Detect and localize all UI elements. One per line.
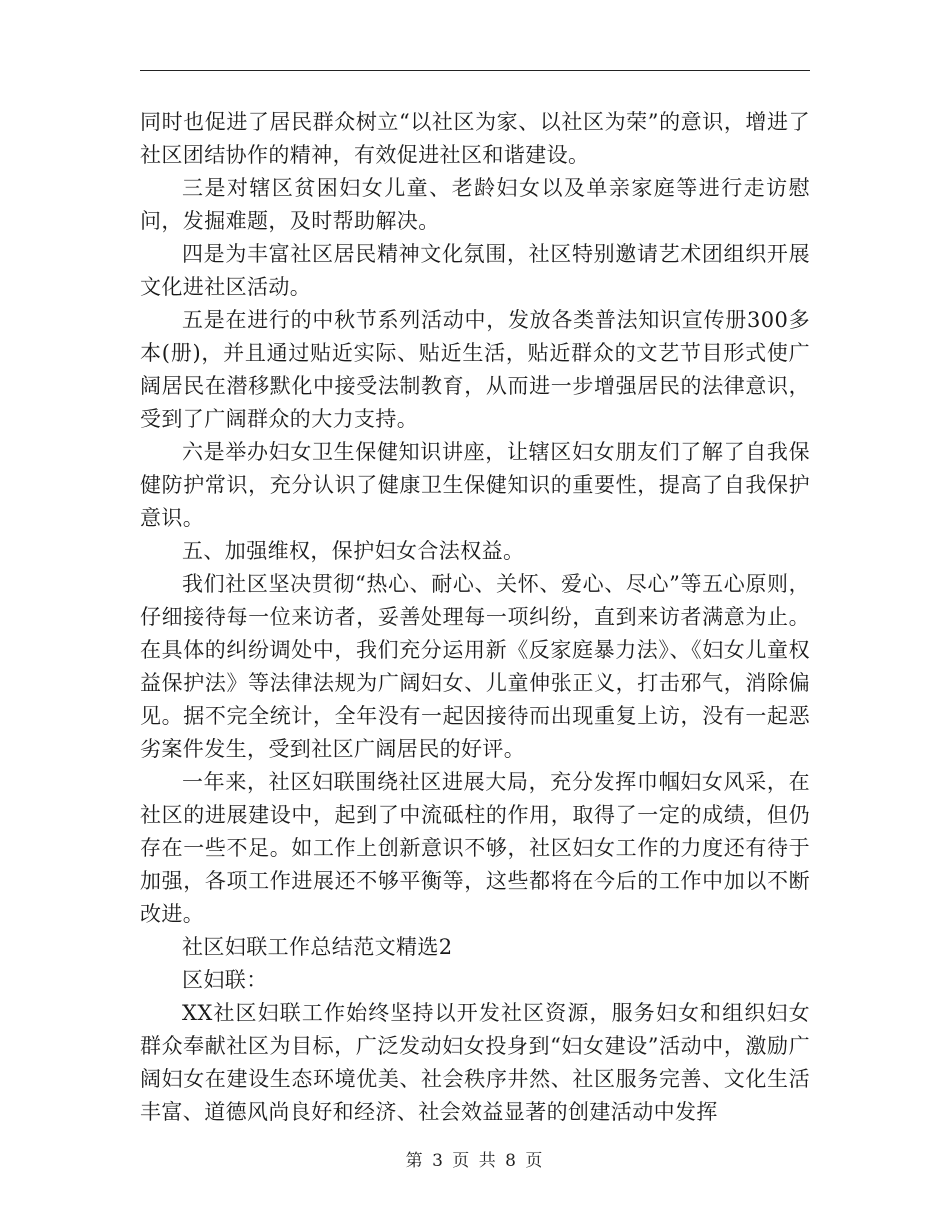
salutation: 区妇联： — [182, 968, 268, 992]
page-footer: 第 3 页 共 8 页 — [405, 1151, 545, 1171]
paragraph: 三是对辖区贫困妇女儿童、老龄妇女以及单亲家庭等进行走访慰问，发掘难题，及时帮助解决。 — [140, 176, 810, 233]
paragraph: 五是在进行的中秋节系列活动中，发放各类普法知识宣传册300多本(册)，并且通过贴近实际、贴近生活，贴近群众的文艺节目形式使广阔居民在潜移默化中接受法制教育，从而进一步增强居民的法律意识，受到了广阔群众的大力支持。 — [140, 308, 810, 431]
paragraph: 六是举办妇女卫生保健知识讲座，让辖区妇女朋友们了解了自我保健防护常识，充分认识了健康卫生保健知识的重要性，提高了自我保护意识。 — [140, 440, 810, 530]
document-subtitle: 社区妇联工作总结范文精选2 — [182, 935, 453, 959]
paragraph: 我们社区坚决贯彻“热心、耐心、关怀、爱心、尽心”等五心原则，仔细接待每一位来访者，妥善处理每一项纠纷，直到来访者满意为止。在具体的纠纷调处中，我们充分运用新《反家庭暴力法》、《妇女儿童权益保护法》等法律法规为广阔妇女、儿童伸张正义，打击邪气，消除偏见。据不完全统计，全年没有一起因接待而出现重复上访，没有一起恶劣案件发生，受到社区广阔居民的好评。 — [140, 572, 810, 761]
paragraph: XX社区妇联工作始终坚持以开发社区资源，服务妇女和组织妇女群众奉献社区为目标，广泛发动妇女投身到“妇女建设”活动中，激励广阔妇女在建设生态环境优美、社会秩序井然、社区服务完善、文化生活丰富、道德风尚良好和经济、社会效益显著的创建活动中发挥 — [140, 1001, 810, 1124]
paragraph: 同时也促进了居民群众树立“以社区为家、以社区为荣”的意识，增进了社区团结协作的精神，有效促进社区和谐建设。 — [140, 110, 810, 167]
section-heading: 五、加强维权，保护妇女合法权益。 — [182, 539, 525, 563]
paragraph: 四是为丰富社区居民精神文化氛围，社区特别邀请艺术团组织开展文化进社区活动。 — [140, 242, 810, 299]
header-rule — [140, 70, 810, 71]
paragraph: 一年来，社区妇联围绕社区进展大局，充分发挥巾帼妇女风采，在社区的进展建设中，起到了中流砥柱的作用，取得了一定的成绩，但仍存在一些不足。如工作上创新意识不够，社区妇女工作的力度还有待于加强，各项工作进展还不够平衡等，这些都将在今后的工作中加以不断改进。 — [140, 770, 810, 926]
document-body — [140, 106, 810, 1129]
